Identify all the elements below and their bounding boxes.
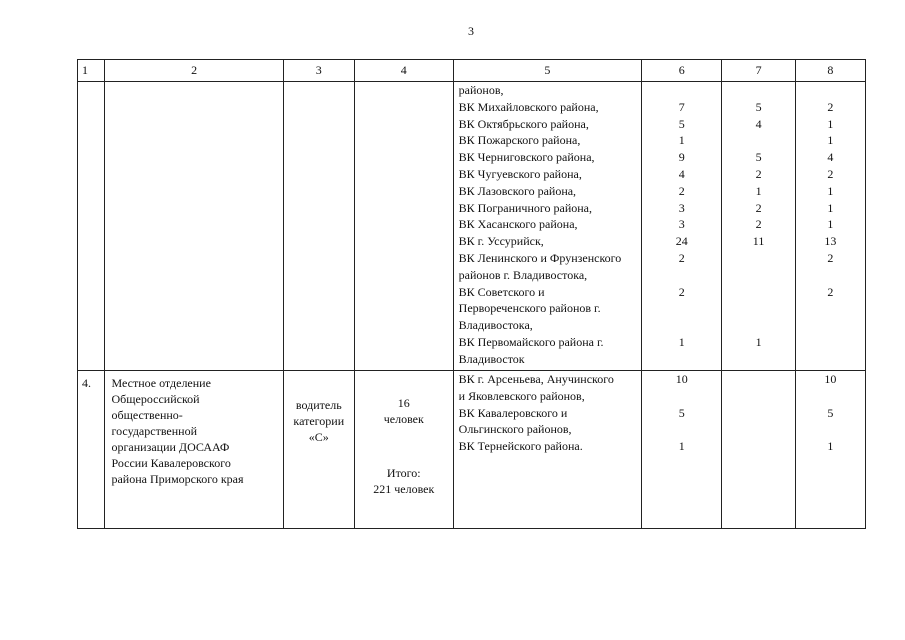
cell-value <box>722 351 794 368</box>
cell-value: 13 <box>824 234 837 249</box>
cell-value: 24 <box>675 234 688 249</box>
cell-value: 4 <box>755 116 762 131</box>
cell-value <box>722 132 794 149</box>
unit-name: ВК Пожарского района, <box>458 133 581 148</box>
cell-value <box>722 371 794 388</box>
block1-col7 <box>722 82 795 371</box>
unit-name: ВК Советского и <box>458 284 545 299</box>
cell-value <box>722 405 794 422</box>
cell-value: 1 <box>827 183 834 198</box>
cell-value <box>796 421 865 438</box>
cell-value <box>722 317 794 334</box>
org-line: Местное отделение <box>111 376 211 390</box>
block1-units <box>453 82 641 371</box>
block2-col6 <box>642 371 722 529</box>
cell-value <box>642 421 721 438</box>
unit-name: и Яковлевского районов, <box>458 388 585 403</box>
cell-value: 2 <box>755 217 762 232</box>
unit-name: районов г. Владивостока, <box>458 267 588 282</box>
header-col-7: 7 <box>722 60 795 82</box>
cell-value <box>642 351 721 368</box>
cell-value <box>722 388 794 405</box>
specialty-line: «С» <box>308 430 329 444</box>
cell-value: 1 <box>678 133 685 148</box>
row1-col2 <box>105 82 283 371</box>
unit-name: Ольгинского районов, <box>458 422 572 437</box>
unit-name: ВК Чугуевского района, <box>458 166 582 181</box>
cell-value <box>722 300 794 317</box>
cell-value <box>796 334 865 351</box>
unit-name: Первореченского районов г. <box>458 301 601 316</box>
unit-name: ВК Хасанского района, <box>458 217 578 232</box>
header-col-4: 4 <box>354 60 453 82</box>
cell-value: 2 <box>827 250 834 265</box>
header-col-8: 8 <box>795 60 865 82</box>
cell-value <box>796 351 865 368</box>
header-col-3: 3 <box>283 60 354 82</box>
unit-name: ВК г. Арсеньева, Анучинского <box>458 372 614 386</box>
cell-value: 5 <box>755 99 762 114</box>
block2-col7 <box>722 371 795 529</box>
cell-value: 2 <box>678 183 685 198</box>
total-line: Итого: <box>386 466 421 480</box>
cell-value: 4 <box>678 166 685 181</box>
table-row <box>78 82 866 371</box>
block1-col6 <box>642 82 722 371</box>
cell-value: 4 <box>827 150 834 165</box>
cell-value <box>642 267 721 284</box>
header-col-2: 2 <box>105 60 283 82</box>
row-number: 4. <box>78 371 105 529</box>
count-line: человек <box>383 412 424 426</box>
cell-value <box>796 300 865 317</box>
header-col-5: 5 <box>453 60 641 82</box>
cell-value <box>722 82 794 99</box>
unit-name: ВК Тернейского района. <box>458 439 583 454</box>
row1-col1 <box>78 82 105 371</box>
total-line: 221 человек <box>373 482 435 496</box>
cell-value: 11 <box>752 234 765 249</box>
cell-value: 1 <box>827 217 834 232</box>
unit-name: ВК г. Уссурийск, <box>458 234 544 249</box>
cell-value: 3 <box>678 200 685 215</box>
cell-value <box>796 317 865 334</box>
cell-value: 9 <box>678 150 685 165</box>
count <box>354 371 453 529</box>
cell-value <box>722 284 794 301</box>
cell-value: 1 <box>755 183 762 198</box>
cell-value <box>642 300 721 317</box>
allocation-table <box>77 59 866 529</box>
row1-col4 <box>354 82 453 371</box>
cell-value: 1 <box>827 439 834 454</box>
header-col-1: 1 <box>78 60 105 82</box>
unit-name: ВК Черниговского района, <box>458 150 595 165</box>
cell-value: 2 <box>755 200 762 215</box>
specialty <box>283 371 354 529</box>
cell-value <box>796 267 865 284</box>
unit-name: районов, <box>458 83 504 97</box>
block1-col8 <box>795 82 865 371</box>
unit-name: ВК Ленинского и Фрунзенского <box>458 250 622 265</box>
cell-value: 10 <box>824 372 837 386</box>
cell-value <box>796 82 865 99</box>
cell-value: 2 <box>755 166 762 181</box>
org-line: организации ДОСААФ <box>111 440 230 454</box>
cell-value: 10 <box>675 372 688 386</box>
org-line: России Кавалеровского <box>111 456 231 470</box>
specialty-line: водитель <box>295 398 342 412</box>
block2-col8 <box>795 371 865 529</box>
cell-value: 5 <box>678 405 685 420</box>
unit-name: ВК Кавалеровского и <box>458 405 568 420</box>
unit-name: ВК Лазовского района, <box>458 183 577 198</box>
cell-value: 1 <box>678 439 685 454</box>
cell-value: 5 <box>755 150 762 165</box>
org-line: общественно- <box>111 408 183 422</box>
cell-value: 2 <box>827 166 834 181</box>
cell-value: 1 <box>827 116 834 131</box>
header-row <box>78 60 866 82</box>
org-line: Общероссийской <box>111 392 200 406</box>
specialty-line: категории <box>293 414 345 428</box>
count-line: 16 <box>397 396 410 410</box>
unit-name: Владивостока, <box>458 318 533 333</box>
organization-name <box>105 371 283 529</box>
cell-value: 5 <box>678 116 685 131</box>
unit-name: ВК Михайловского района, <box>458 99 599 114</box>
unit-name: ВК Пограничного района, <box>458 200 592 215</box>
cell-value: 2 <box>827 284 834 299</box>
cell-value: 1 <box>827 200 834 215</box>
unit-name: ВК Октябрьского района, <box>458 116 589 131</box>
cell-value <box>642 82 721 99</box>
cell-value <box>642 388 721 405</box>
table-row <box>78 371 866 529</box>
cell-value <box>796 388 865 405</box>
unit-name: ВК Первомайского района г. <box>458 334 604 349</box>
cell-value: 2 <box>678 284 685 299</box>
cell-value <box>642 317 721 334</box>
page-number: 3 <box>468 24 474 38</box>
cell-value: 2 <box>827 99 834 114</box>
unit-name: Владивосток <box>458 351 525 366</box>
cell-value: 1 <box>755 334 762 349</box>
block2-units <box>453 371 641 529</box>
org-line: района Приморского края <box>111 472 244 486</box>
cell-value <box>722 267 794 284</box>
cell-value <box>722 250 794 267</box>
org-line: государственной <box>111 424 198 438</box>
row1-col3 <box>283 82 354 371</box>
cell-value: 1 <box>827 133 834 148</box>
cell-value: 7 <box>678 99 685 114</box>
cell-value <box>722 438 794 455</box>
cell-value: 3 <box>678 217 685 232</box>
cell-value: 5 <box>827 405 834 420</box>
header-col-6: 6 <box>642 60 722 82</box>
cell-value <box>722 421 794 438</box>
cell-value: 1 <box>678 334 685 349</box>
cell-value: 2 <box>678 250 685 265</box>
